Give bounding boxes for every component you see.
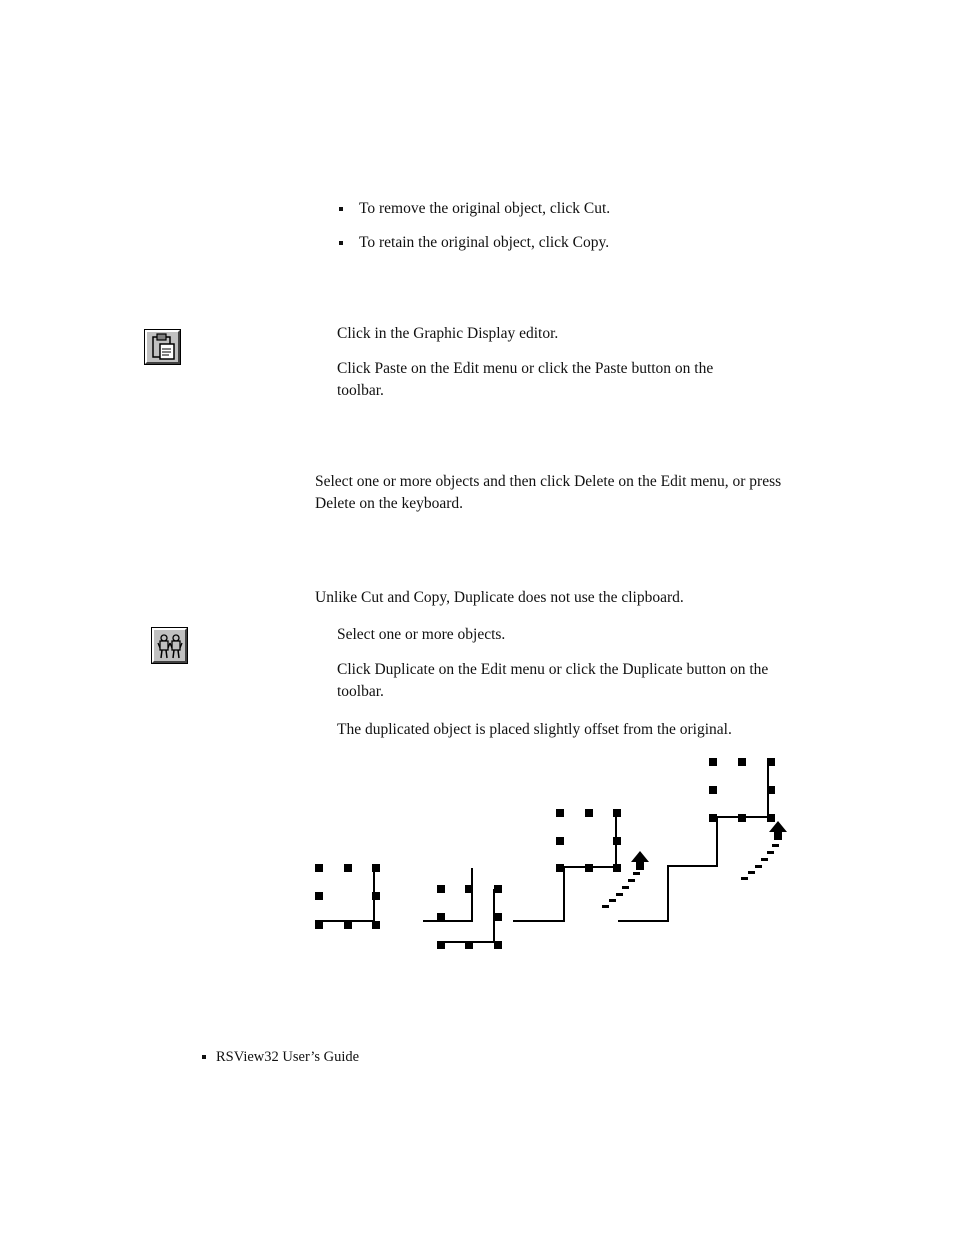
bullet-cut: To remove the original object, click Cut. — [359, 200, 611, 217]
footer-marker — [202, 1055, 206, 1059]
delete-paragraph: Select one or more objects and then click Delete on the Edit menu, or press Delete on the keyboard. — [315, 473, 782, 512]
duplicate-step-1: Select one or more objects. — [337, 626, 506, 643]
bullet-copy: To retain the original object, click Copy. — [359, 234, 610, 251]
duplicate-step-2: Click Duplicate on the Edit menu or click the Duplicate button on the toolbar. — [337, 661, 769, 700]
paste-step-1: Click in the Graphic Display editor. — [337, 325, 559, 342]
paste-step-2: Click Paste on the Edit menu or click the Paste button on the toolbar. — [337, 360, 714, 399]
duplicate-step-3: The duplicated object is placed slightly offset from the original. — [337, 721, 732, 738]
footer-guide-title: RSView32 User’s Guide — [216, 1049, 360, 1065]
duplicate-intro: Unlike Cut and Copy, Duplicate does not use the clipboard. — [315, 589, 684, 606]
